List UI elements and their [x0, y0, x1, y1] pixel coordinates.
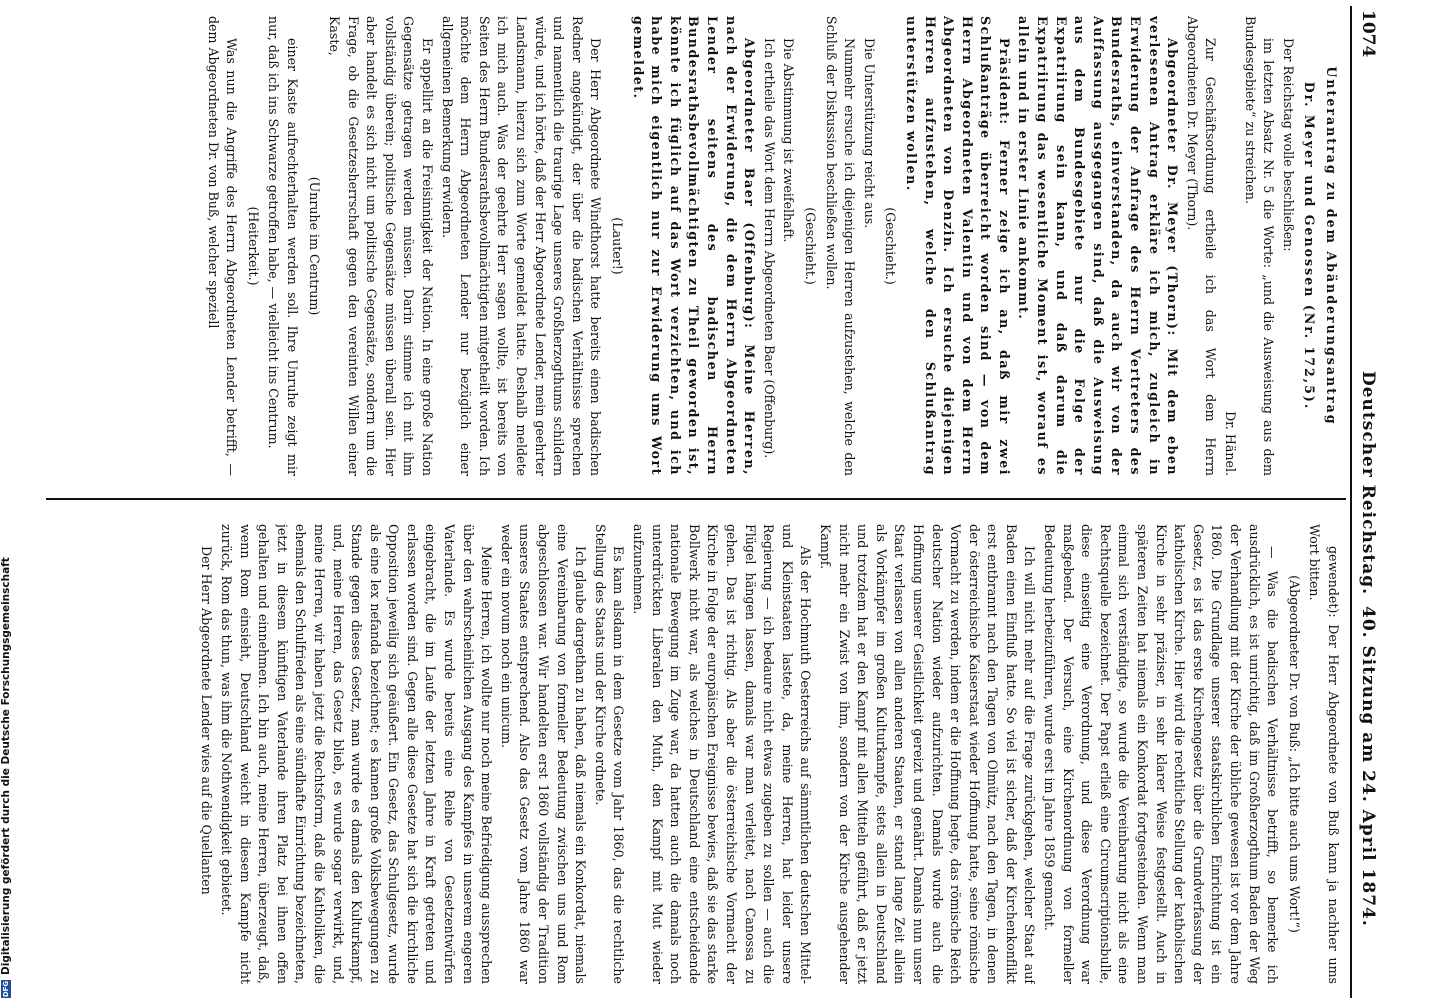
page-header: [1350, 6, 1382, 998]
paragraph: Nunmehr ersuche ich diejenigen Herren aufzustehen, welche den Schluß der Diskussion beschließen wollen.: [823, 16, 858, 476]
paragraph: Abgeordneter Baer (Offenburg): Meine Herren, nach der Erwiderung, die dem Herrn Abgeordneten Lender seitens des badischen Herrn Bundesrathsbevollmächtigten zu Theil geworden ist, könnte ich füglich auf das Wort verzichten, und ich habe mich eigentlich nur zur Erwiderung ums Wort gemeldet.: [630, 16, 758, 476]
paragraph: Was nun die Angriffe des Herrn Abgeordneten Lender betrifft, — dem Abgeordneten Dr. von Buß, welcher speziell: [205, 16, 240, 476]
paragraph: (Heiterkeit.): [245, 206, 261, 286]
paragraph: Ich glaube dargethan zu haben, daß niemals ein Konkordat, niemals eine Vereinbarung von formeller Bedeutung zwischen uns und Rom abgeschlossen war. Wir handelten erst 1860 vollständig der Tradition unseres Staates entsprechend. Also das Gesetz vom Jahre 1860 war weder ein novum noch ein unicum.: [498, 524, 589, 984]
paragraph: (Unruhe im Centrum): [306, 176, 322, 316]
publication-title: Deutscher Reichstag.: [1358, 371, 1378, 596]
paragraph: (Abgeordneter Dr. von Buß: „Ich bitte auch ums Wort!“): [1286, 575, 1302, 933]
paragraph: Ich ertheile das Wort dem Herrn Abgeordneten Baer (Offenburg).: [761, 38, 777, 459]
paragraph: Unterantrag zu dem Abänderungsantrag: [1324, 66, 1339, 426]
page-number: 1074: [1358, 10, 1378, 58]
paragraph: Abgeordneter Dr. Meyer (Thorn): Mit dem eben verlesenen Antrag erkläre ich mich, zugleich in Erwiderung der Anfrage des Herrn Vertreters des Bundesraths, einverstanden, da auch wir von der Auffassung ausgegangen sind, daß die Ausweisung aus dem Bundesgebiete nur die Folge der Expatriirung sein kann, und daß darum die Expatriirung das wesentliche Moment ist, worauf es allein und in erster Linie ankommt.: [1016, 16, 1181, 476]
paragraph: Die Unterstützung reicht aus.: [861, 38, 877, 229]
paragraph: gewendet): Der Herr Abgeordnete von Buß kann ja nachher ums Wort bitten.: [1307, 524, 1341, 984]
paragraph: Der Herr Abgeordnete Lender wies auf die Quellanten: [199, 546, 215, 895]
digitization-credit: [0, 557, 14, 998]
paragraph: Präsident: Ferner zeige ich an, daß mir zwei Schlußanträge überreicht worden sind — von dem Herrn Abgeordneten Valentin und von dem Herrn Abgeordneten von Denzin. Ich ersuche diejenigen Herren aufzustehen, welche den Schlußantrag unterstützen wollen.: [903, 16, 1012, 476]
right-column: [47, 524, 1342, 984]
paragraph: Die Abstimmung ist zweifelhaft.: [781, 38, 797, 243]
paragraph: (Geschieht.): [883, 207, 899, 285]
paragraph: Es kam alsdann in dem Gesetze vom Jahr 1860, das die rechtliche Stellung des Staats und der Kirche ordnete.: [592, 524, 627, 984]
dfg-logo-icon: DFG: [2, 980, 10, 998]
paragraph: (Geschieht.): [802, 207, 818, 285]
paragraph: Zur Geschäftsordnung ertheile ich das Wort dem Herrn Abgeordneten Dr. Meyer (Thorn).: [1184, 16, 1219, 476]
paragraph: Dr. Hänel.: [1223, 411, 1239, 476]
paragraph: Er appellirt an die Freisinnigkeit der Nation. In eine große Nation Gegensätze getragen werden müssen. Darin stimme ich mit ihm vollständig überein; politische Gegensätze müssen überall sein. Hier aber handelt es sich nicht um politische Gegensätze, sondern um die Frage, ob die Gesetzesherrschaft gegen den vereinten Willen einer Kaste,: [327, 16, 436, 476]
paragraph: Der Herr Abgeordnete Windthorst hatte bereits einen badischen Redner angekündigt, der über die badischen Verhältnisse sprechen und namentlich die traurige Lage unseres Großherzogthums schildern würde, und ich hörte, daß der Herr Abgeordnete Lender, mein geehrter Landsmann, hierzu sich zum Worte gemeldet hatte. Deshalb meldete ich mich auch. Was der geehrte Herr sagen wollte, ist bereits von Seiten des Herrn Bundesrathsbevollmächtigten mitgetheilt worden. Ich möchte dem Herrn Abgeordneten Lender nur bezüglich einer allgemeinen Bemerkung erwidern.: [439, 16, 604, 476]
left-column: [47, 16, 1342, 476]
session-title: 40. Sitzung am 24. April 1874.: [1358, 606, 1378, 927]
column-divider: [46, 498, 1346, 500]
paragraph: Dr. Meyer und Genossen (Nr. 172,5).: [1302, 81, 1318, 411]
paragraph: Meine Herren, ich wollte nur noch meine Befriedigung aussprechen über den wahrscheinlichen Ausgang des Kampfes in unserem engeren Vaterlande. Es wurde bereits eine Reihe von Gesetzentwürfen eingebracht, die im Laufe der letzten Jahre in Kraft getreten und erlassen worden sind. Gegen alle diese Gesetze hat sich die kirchliche Opposition jeweilig sich geäußert. Ein Gesetz, das Schulgesetz, wurde als eine lex nefanda bezeichnet; es kamen große Volksbewegungen zu Stande gegen dieses Gesetz, man wurde es damals den Kulturkampf, und, meine Herren, das Gesetz blieb, es wurde sogar verwirkt, und, meine Herren, wir haben jetzt die Rechtsform, daß die Katholiken, die ehemals den Schulfrieden als eine sündhafte Einrichtung bezeichneten, jetzt in diesem künftigen Vaterlande ihren Platz bei ihnen offen gehalten und einnehmen. Ich bin auch, meine Herren, überzeugt, daß, wenn Rom einsieht, Deutschland weicht in diesem Kampfe nicht zurück, Rom das thun, was ihm die Nothwendigkeit gebietet.: [218, 524, 495, 984]
newspaper-page: [37, 6, 1382, 998]
credit-text: Digitalisierung gefördert durch die Deutsche Forschungsgemeinschaft: [0, 557, 12, 975]
paragraph: einer Kaste aufrechterhalten werden soll. Ihre Unruhe zeigt mir nur, daß ich ins Schwarze getroffen habe, — vielleicht ins Centrum.: [266, 16, 300, 476]
paragraph: — Was die badischen Verhältnisse betrifft, so bemerke ich ausdrücklich, es ist unrichtig, daß im Großherzogthum Baden der Weg der Verhandlung mit der Kirche der übliche gewesen ist vor dem Jahre 1860. Die Grundlage unserer staatskirchlichen Einrichtung ist ein Gesetz, es ist das erste Kirchengesetz über die Grundverfassung der katholischen Kirche. Hier wird die rechtliche Stellung der katholischen Kirche in sehr präziser, in sehr klarer Weise festgestellt. Auch in späteren Zeiten hat niemals ein Konkordat fortgesteinden. Wenn man einmal sich verständigte, so wurde die Vereinbarung nicht als eine Rechtsquelle bezeichnet. Der Papst erließ eine Circumscriptionsbulle, diese einseitig eine Verordnung, und diese Verordnung war maßgebend. Der Versuch, eine Kirchenordnung von formeller Bedeutung herbeizuführen, wurde erst im Jahre 1859 gemacht.: [1042, 524, 1281, 984]
paragraph: Als der Hochmuth Oesterreichs auf sämmtlichen deutschen Mittel- und Kleinstaaten lastete, da, meine Herren, hat leider unsere Regierung — ich bedaure nicht etwas zugeben zu sollen — auch die Flügel hängen lassen, damals war man verleitet, nach Canossa zu gehen. Das ist richtig. Als aber die österreichische Vormacht der Kirche in Folge der europäischen Ereignisse bewies, daß sie das starke Bollwerk nicht war, als welches in Deutschland eine entscheidende nationale Bewegung im Zuge war, da hatten auch die damals noch unterdrückten Liberalen den Muth, den Kampf mit Mut wieder aufzunehmen.: [631, 524, 814, 984]
paragraph: im letzten Absatz Nr. 5 die Worte: „und die Ausweisung aus dem Bundesgebiete“ zu streichen.: [1242, 16, 1277, 476]
paragraph: (Lauter!): [610, 217, 626, 275]
paragraph: Ich will nicht mehr auf die Frage zurückgehen, welcher Staat auf Baden einen Einfluß hatte. So viel ist sicher, daß der Kirchenkonflikt erst entbrannt nach den Tagen von Olmütz, nach den Tagen, in denen der österreichische Kaiserstaat wieder Hoffnung hatte, seine römische Vormacht zu werden, indem er die Hoffnung hegte, das römische Reich deutscher Nation wieder aufzurichten. Damals wurde auch die Hoffnung unserer Geistlichkeit gereizt und genährt. Damals nun unser Staat verlassen von allen anderen Staaten, er stand lange Zeit allein als Vorkämpfer im großen Kulturkampfe, stets allein in Deutschland und trotzdem hat er den Kampf mit allen Mitteln geführt, daß er jetzt nicht mehr ein Zwist von ihm, sondern von der Kirche ausgehender Kampf.: [817, 524, 1038, 984]
paragraph: Der Reichstag wolle beschließen:: [1280, 38, 1296, 252]
